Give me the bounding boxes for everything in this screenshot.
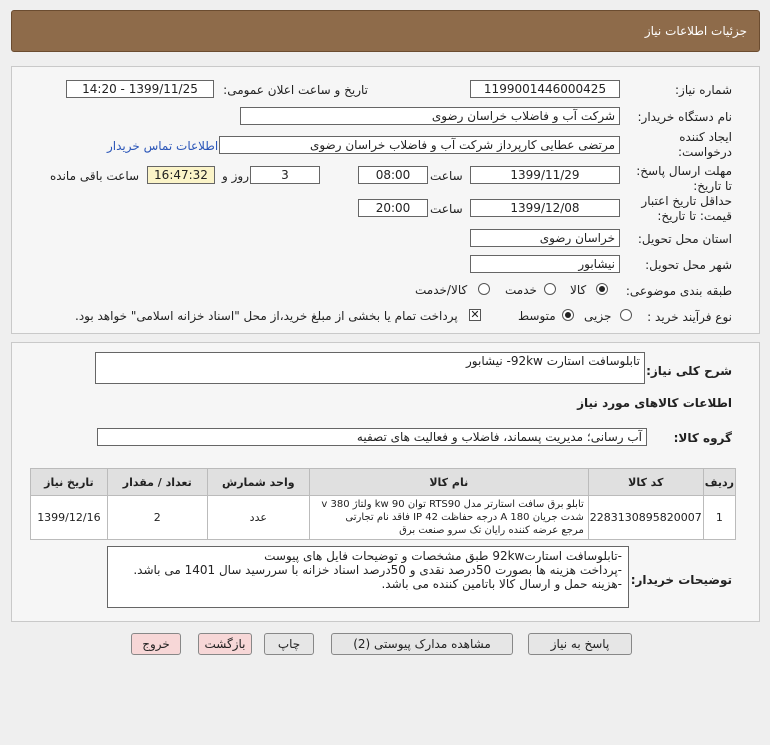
row-unit: عدد [207, 496, 309, 540]
city-label: شهر محل تحویل: [645, 258, 732, 272]
deadline-label-1: مهلت ارسال پاسخ: [636, 164, 732, 178]
validity-date-field: 1399/12/08 [470, 199, 620, 217]
validity-label-2: قیمت: تا تاریخ: [657, 209, 732, 223]
deadline-label-2: تا تاریخ: [693, 179, 732, 193]
province-label: استان محل تحویل: [637, 232, 732, 246]
validity-time-label: ساعت [430, 202, 463, 216]
table-row[interactable] [31, 496, 736, 540]
col-name: نام کالا [309, 469, 588, 496]
process-medium-label: متوسط [518, 309, 556, 323]
category-service-radio[interactable] [544, 283, 556, 295]
deadline-time-label: ساعت [430, 169, 463, 183]
buyer-notes-label: توضیحات خریدار: [630, 573, 732, 587]
goods-group-label: گروه کالا: [673, 431, 732, 445]
category-service-label: خدمت [505, 283, 537, 297]
row-name-line-1: تابلو برق سافت استارتر مدل RTS90 توان 90 kw ولتاژ 380 v [321, 499, 584, 510]
page-title: جزئیات اطلاعات نیاز [644, 24, 747, 38]
validity-time-field: 20:00 [358, 199, 428, 217]
validity-label-1: حداقل تاریخ اعتبار [641, 194, 732, 208]
goods-group-field: آب رسانی؛ مدیریت پسماند، فاضلاب و فعالیت های تصفیه [97, 428, 647, 446]
creator-label-2: درخواست: [678, 145, 732, 159]
remaining-time-field: 16:47:32 [147, 166, 215, 184]
category-goods-radio[interactable] [596, 283, 608, 295]
general-desc-label: شرح کلی نیاز: [646, 364, 732, 378]
row-qty: 2 [107, 496, 207, 540]
buyer-notes-line-3: -هزینه حمل و ارسال کالا باتامین کننده می باشد. [381, 577, 622, 591]
announce-datetime-field: 1399/11/25 - 14:20 [66, 80, 214, 98]
attachments-button[interactable]: مشاهده مدارک پیوستی (2) [331, 633, 513, 655]
col-code: کد کالا [588, 469, 703, 496]
row-name [309, 496, 588, 540]
col-date: تاریخ نیاز [31, 469, 108, 496]
treasury-payment-note: پرداخت تمام یا بخشی از مبلغ خرید،از محل "اسناد خزانه اسلامی" خواهد بود. [75, 309, 458, 323]
deadline-time-field: 08:00 [358, 166, 428, 184]
back-button[interactable]: بازگشت [198, 633, 252, 655]
page-header [11, 10, 760, 52]
creator-label-1: ایجاد کننده [679, 130, 732, 144]
creator-field: مرتضی عطایی کارپرداز شرکت آب و فاضلاب خراسان رضوی [219, 136, 620, 154]
category-goods-label: کالا [570, 283, 587, 297]
need-number-label: شماره نیاز: [675, 83, 732, 97]
buyer-notes-field [107, 546, 629, 608]
reply-button[interactable]: پاسخ به نیاز [528, 633, 632, 655]
buyer-org-field: شرکت آب و فاضلاب خراسان رضوی [240, 107, 620, 125]
days-label: روز و [222, 169, 249, 183]
need-number-field: 1199001446000425 [470, 80, 620, 98]
col-qty: تعداد / مقدار [107, 469, 207, 496]
treasury-payment-checkbox[interactable]: ✕ [470, 308, 480, 321]
category-goods-service-radio[interactable] [478, 283, 490, 295]
row-name-line-2: شدت جریان 180 A درجه حفاظت IP 42 فاقد نام تجارتی [345, 512, 584, 523]
buyer-org-label: نام دستگاه خریدار: [637, 110, 732, 124]
col-index: ردیف [703, 469, 735, 496]
process-label: نوع فرآیند خرید : [647, 310, 732, 324]
row-code: 2283130895820007 [588, 496, 703, 540]
goods-table [30, 468, 736, 540]
buyer-contact-link[interactable]: اطلاعات تماس خریدار [107, 139, 219, 153]
buyer-notes-line-1: -تابلوسافت استارت92kw طبق مشخصات و توضیحات فایل های پیوست [264, 549, 622, 563]
row-name-line-3: مرجع عرضه کننده رایان تک سرو صنعت برق [399, 525, 584, 536]
city-field: نیشابور [470, 255, 620, 273]
category-goods-service-label: کالا/خدمت [415, 283, 468, 297]
province-field: خراسان رضوی [470, 229, 620, 247]
general-desc-field: تابلوسافت استارت 92kw- نیشابور [95, 352, 645, 384]
buyer-notes-line-2: -پرداخت هزینه ها بصورت 50درصد نقدی و 50درصد اسناد خزانه با سررسید سال 1401 می باشد. [133, 563, 622, 577]
process-minor-radio[interactable] [620, 309, 632, 321]
row-date: 1399/12/16 [31, 496, 108, 540]
col-unit: واحد شمارش [207, 469, 309, 496]
days-remaining-field: 3 [250, 166, 320, 184]
announce-label: تاریخ و ساعت اعلان عمومی: [223, 83, 368, 97]
print-button[interactable]: چاپ [264, 633, 314, 655]
remaining-label: ساعت باقی مانده [50, 169, 140, 183]
process-minor-label: جزیی [584, 309, 612, 323]
goods-table-header [31, 469, 736, 496]
row-index: 1 [703, 496, 735, 540]
deadline-date-field: 1399/11/29 [470, 166, 620, 184]
goods-info-title: اطلاعات کالاهای مورد نیاز [577, 396, 732, 410]
process-medium-radio[interactable] [562, 309, 574, 321]
exit-button[interactable]: خروج [131, 633, 181, 655]
category-label: طبقه بندی موضوعی: [625, 284, 732, 298]
